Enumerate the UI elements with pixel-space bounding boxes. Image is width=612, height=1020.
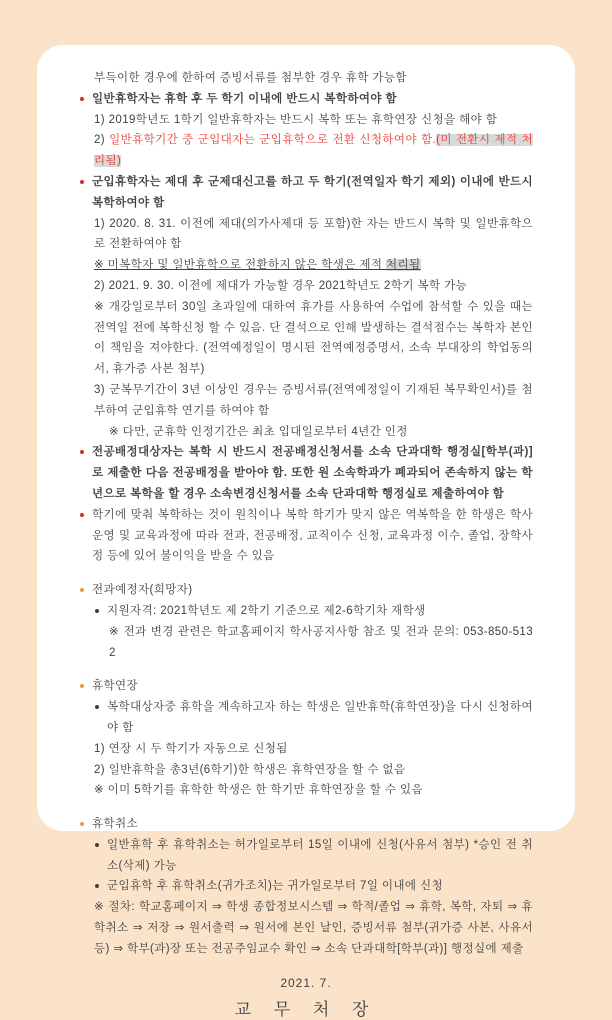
doc-text-segment: 전공배정대상자는 복학 시 반드시 전공배정신청서를 소속 단과대학 행정실[학부(과)]로 제출한 다음 전공배정을 받아야 함. 또한 원 소속학과가 폐과되어 존속하지 않는 학년으로 복학을 할 경우 소속변경신청서를 소속 단과대학 행정실로 제출하여야 함 <box>92 446 533 500</box>
doc-text-segment: 군입휴학 후 휴학취소(귀가조치)는 귀가일로부터 7일 이내에 신청 <box>107 880 444 893</box>
section-cancel-header <box>79 814 533 835</box>
doc-text-segment: ※ 미복학자 및 일반휴학으로 전환하지 않은 학생은 제적 <box>94 259 386 272</box>
military-leave-rule <box>79 172 533 214</box>
military-leave-item-3 <box>94 380 533 422</box>
bullet-marker-icon <box>80 822 84 826</box>
section-extension-header <box>79 676 533 697</box>
general-leave-item-2 <box>94 130 533 172</box>
transfer-note-contact <box>109 622 533 664</box>
bullet-marker-icon <box>95 843 99 847</box>
doc-text-segment: 2) 2021. 9. 30. 이전에 제대가 가능할 경우 2021학년도 2학기 복학 가능 <box>94 279 468 292</box>
bullet-marker-icon <box>80 180 84 184</box>
bullet-marker-icon <box>95 705 99 709</box>
doc-text-segment: 지원자격: 2021학년도 제 2학기 기준으로 제2-6학기차 재학생 <box>107 604 426 617</box>
bullet-marker-icon <box>95 884 99 888</box>
doc-text-segment: ※ 절차: 학교홈페이지 ⇒ 학생 종합정보시스템 ⇒ 학적/졸업 ⇒ 휴학, 복학, 자퇴 ⇒ 휴학취소 ⇒ 저장 ⇒ 원서출력 ⇒ 원서에 본인 날인, 증빙서류 첨부(귀가증 사본, 사유서 등) ⇒ 학부(과)장 또는 전공주임교수 확인 ⇒ 소속 단과대학[학부(과)] 행정실에 제출 <box>94 901 533 955</box>
notice-date: 2021. 7. <box>280 975 332 990</box>
general-leave-item-1 <box>94 110 533 131</box>
cancel-military-rule <box>94 876 533 897</box>
doc-text-segment: 일반휴학기간 중 군입대자는 군입휴학으로 전환 신청하여야 함. <box>109 134 437 147</box>
military-leave-note-expel <box>94 255 533 276</box>
bullet-marker-icon <box>80 450 84 454</box>
doc-text-segment: 군입휴학자는 제대 후 군제대신고를 하고 두 학기(전역일자 학기 제외) 이내에 반드시 복학하여야 함 <box>92 175 533 209</box>
bullet-marker-icon <box>80 684 84 688</box>
notice-page-card <box>37 45 575 1019</box>
doc-text-segment: 부득이한 경우에 한하여 증빙서류를 첨부한 경우 휴학 가능함 <box>94 72 407 84</box>
extension-rule <box>94 697 533 739</box>
doc-text-segment: 휴학연장 <box>92 680 139 693</box>
doc-text-segment: ※ 전과 변경 관련은 학교홈페이지 학사공지사항 참조 및 전과 문의: 053-850-5132 <box>109 625 533 659</box>
intro-continuation-line <box>94 68 533 89</box>
extension-item-2 <box>94 760 533 781</box>
doc-text-segment: 학기에 맞춰 복학하는 것이 원칙이나 복학 학기가 맞지 않은 역복학을 한 학생은 학사운영 및 교육과정에 따라 전과, 전공배정, 교직이수 신청, 교육과정 이수, 졸업, 장학사정 등에 있어 불이익을 받을 수 있음 <box>92 508 533 563</box>
military-leave-item-1 <box>94 214 533 256</box>
semester-mismatch-rule <box>79 505 533 567</box>
military-leave-item-2 <box>94 276 533 297</box>
doc-text-segment: ※ 다만, 군휴학 인정기간은 최초 입대일로부터 4년간 인정 <box>109 425 408 438</box>
bullet-marker-icon <box>80 588 84 592</box>
military-leave-note-vacation <box>94 297 533 380</box>
bullet-marker-icon <box>95 609 99 613</box>
bullet-marker-icon <box>80 97 84 101</box>
doc-text-segment: 휴학취소 <box>92 818 139 831</box>
doc-text-segment: 2) 일반휴학을 총3년(6학기)한 학생은 휴학연장을 할 수 없음 <box>94 763 406 776</box>
cancel-general-rule <box>94 835 533 877</box>
doc-text-segment: 일반휴학 후 휴학취소는 허가일로부터 15일 이내에 신청(사유서 첨부) *승인 전 취소(삭제) 가능 <box>107 838 533 872</box>
doc-text-segment: 전과예정자(희망자) <box>92 584 193 597</box>
extension-item-1 <box>94 739 533 760</box>
doc-text-segment: 처리됨 <box>386 259 421 272</box>
general-leave-rule <box>79 89 533 110</box>
doc-text-segment: ※ 이미 5학기를 휴학한 학생은 한 학기만 휴학연장을 할 수 있음 <box>94 784 423 797</box>
doc-text-segment: 1) 연장 시 두 학기가 자동으로 신청됨 <box>94 742 288 755</box>
doc-text-segment: 복학대상자중 휴학을 계속하고자 하는 학생은 일반휴학(휴학연장)을 다시 신청하여야 함 <box>107 701 533 734</box>
document-footer <box>79 976 533 1020</box>
doc-text-segment: 2) <box>94 134 110 147</box>
doc-text-segment: 3) 군복무기간이 3년 이상인 경우는 증빙서류(전역예정일이 기재된 복무확인서)를 첨부하여 군입휴학 연기를 하여야 함 <box>94 383 533 417</box>
document-lines <box>79 68 533 960</box>
extension-note <box>94 780 533 801</box>
doc-text-segment: ※ 개강일로부터 30일 초과일에 대하여 휴가를 사용하여 수업에 참석할 수 있을 때는 전역일 전에 복학신청 할 수 있음. 단 결석으로 인해 발생하는 결석점수는 복학자 본인이 책임을 져야한다. (전역예정일이 명시된 전역예정증명서, 소속 부대장의 학업동의서, 휴가증 사본 첨부) <box>94 300 533 376</box>
military-leave-note-4years <box>109 422 533 443</box>
section-transfer-header <box>79 580 533 601</box>
doc-text-segment: 일반휴학자는 휴학 후 두 학기 이내에 반드시 복학하여야 함 <box>92 92 397 105</box>
transfer-eligibility <box>94 601 533 622</box>
major-assignment-rule <box>79 442 533 504</box>
bullet-marker-icon <box>80 513 84 517</box>
cancel-procedure-note <box>94 897 533 959</box>
doc-text-segment: 1) 2020. 8. 31. 이전에 제대(의가사제대 등 포함)한 자는 반드시 복학 및 일반휴학으로 전환하여야 함 <box>94 217 533 251</box>
doc-text-segment: (미 전환시 제적 처리됨) <box>94 134 533 168</box>
signer-title: 교 무 처 장 <box>234 999 378 1019</box>
doc-text-segment: 1) 2019학년도 1학기 일반휴학자는 반드시 복학 또는 휴학연장 신청을 해야 함 <box>94 113 498 126</box>
